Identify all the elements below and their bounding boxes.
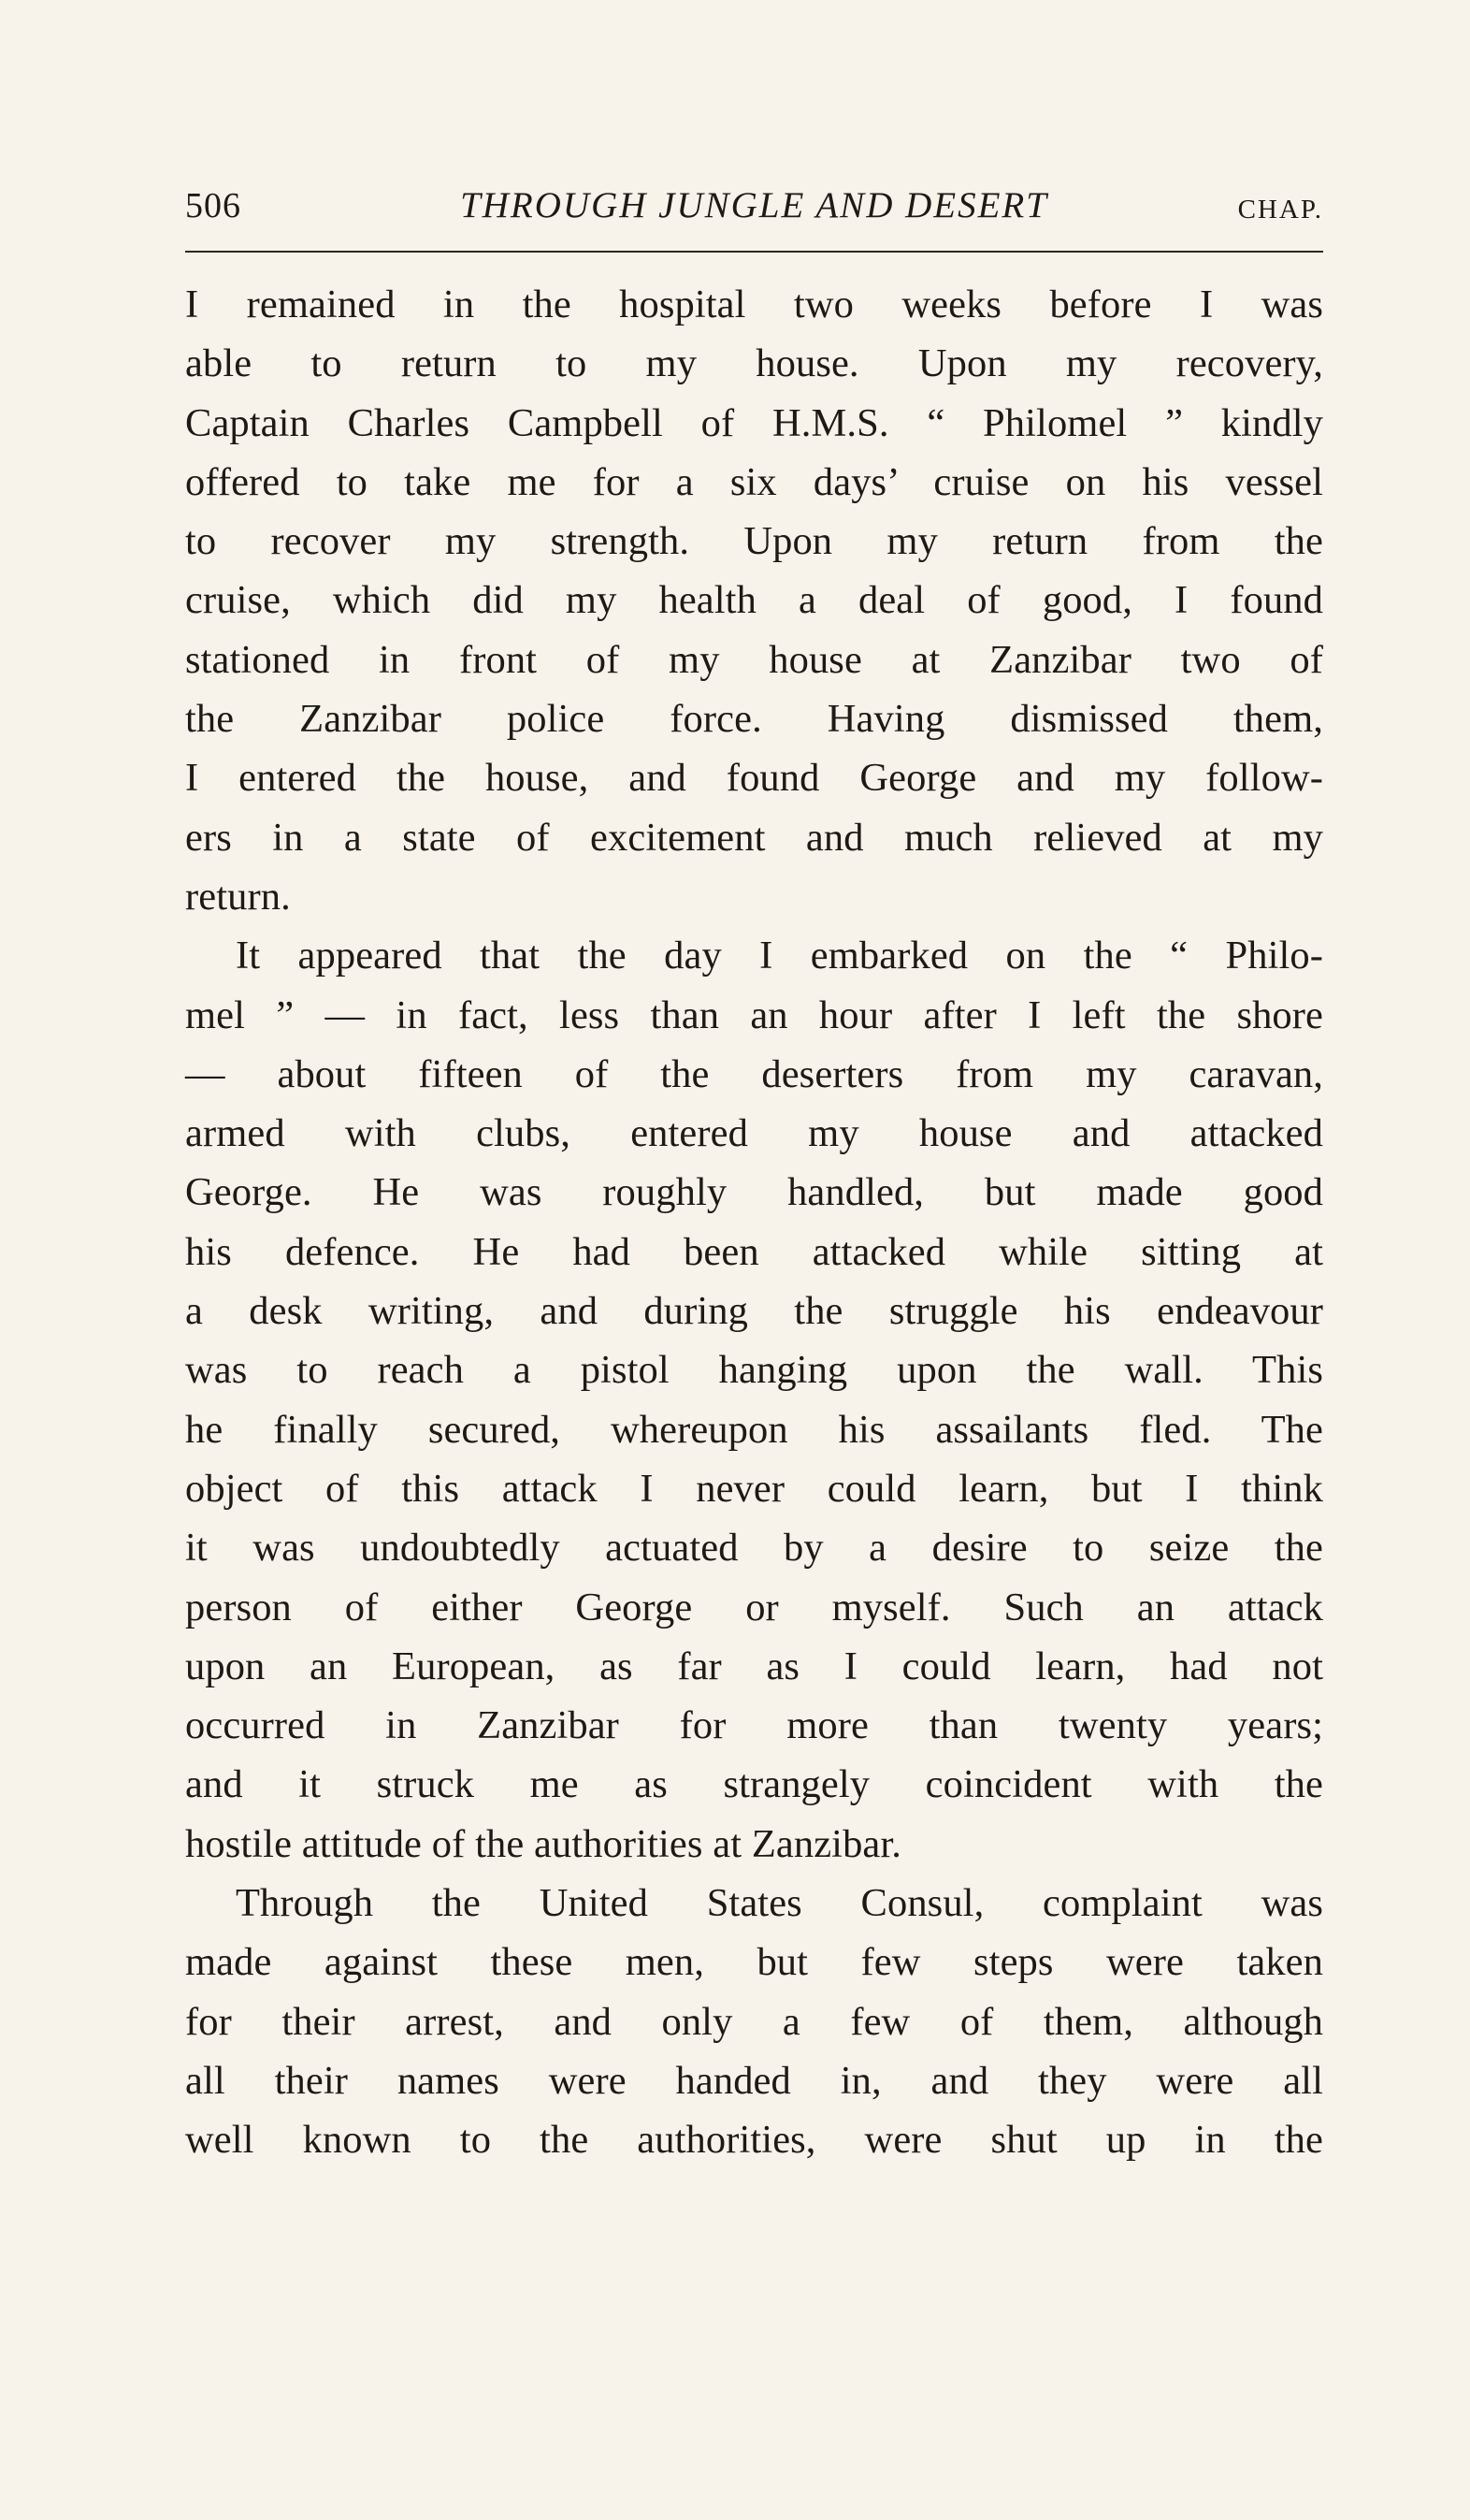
text-line: person of either George or myself. Such an attack (185, 1585, 1323, 1629)
text-line: made against these men, but few steps were taken (185, 1940, 1323, 1985)
text-line: ers in a state of excitement and much relieved at my (185, 815, 1323, 860)
text-line: Captain Charles Campbell of H.M.S. “ Philomel ” kindly (185, 400, 1323, 445)
text-line: upon an European, as far as I could learn, had not (185, 1644, 1323, 1688)
text-line: to recover my strength. Upon my return from the (185, 519, 1323, 564)
text-line: well known to the authorities, were shut up in the (185, 2118, 1323, 2163)
text-line: stationed in front of my house at Zanzibar two of (185, 637, 1323, 682)
page-header (185, 181, 1323, 230)
header-rule (185, 251, 1323, 253)
page-number: 506 (185, 186, 241, 225)
text-line: I entered the house, and found George and my follow- (185, 756, 1323, 801)
text-line: his defence. He had been attacked while sitting at (185, 1229, 1323, 1274)
text-line: was to reach a pistol hanging upon the wall. This (185, 1348, 1323, 1393)
text-line: a desk writing, and during the struggle his endeavour (185, 1289, 1323, 1334)
text-line: the Zanzibar police force. Having dismissed them, (185, 697, 1323, 742)
text-line: — about fifteen of the deserters from my caravan, (185, 1051, 1323, 1096)
paragraph-2 (185, 926, 1323, 1874)
text-line: cruise, which did my health a deal of good, I found (185, 578, 1323, 623)
text-line: all their names were handed in, and they were all (185, 2058, 1323, 2103)
text-line: return. (185, 874, 291, 919)
text-line: armed with clubs, entered my house and attacked (185, 1111, 1323, 1156)
paragraph-1 (185, 275, 1323, 926)
text-line: offered to take me for a six days’ cruise on his vessel (185, 459, 1323, 504)
running-head-title: THROUGH JUNGLE AND DESERT (460, 185, 1048, 225)
text-line: Through the United States Consul, complaint was (236, 1881, 1323, 1926)
text-line: it was undoubtedly actuated by a desire to seize the (185, 1526, 1323, 1571)
text-line: and it struck me as strangely coincident with the (185, 1762, 1323, 1807)
text-line: mel ” — in fact, less than an hour after I left the shore (185, 992, 1323, 1037)
text-line: George. He was roughly handled, but made good (185, 1170, 1323, 1215)
text-line: object of this attack I never could learn, but I think (185, 1466, 1323, 1511)
text-line: for their arrest, and only a few of them, although (185, 1999, 1323, 2044)
text-line: able to return to my house. Upon my recovery, (185, 341, 1323, 386)
paragraph-3 (185, 1874, 1323, 2169)
text-line: occurred in Zanzibar for more than twenty years; (185, 1703, 1323, 1748)
text-line: he finally secured, whereupon his assailants fled. The (185, 1407, 1323, 1452)
body-text (185, 275, 1323, 2333)
text-line: I remained in the hospital two weeks before I was (185, 282, 1323, 326)
text-line: hostile attitude of the authorities at Zanzibar. (185, 1821, 902, 1866)
chapter-label: CHAP. (1237, 195, 1323, 224)
text-line: It appeared that the day I embarked on the “ Philo- (236, 934, 1323, 978)
